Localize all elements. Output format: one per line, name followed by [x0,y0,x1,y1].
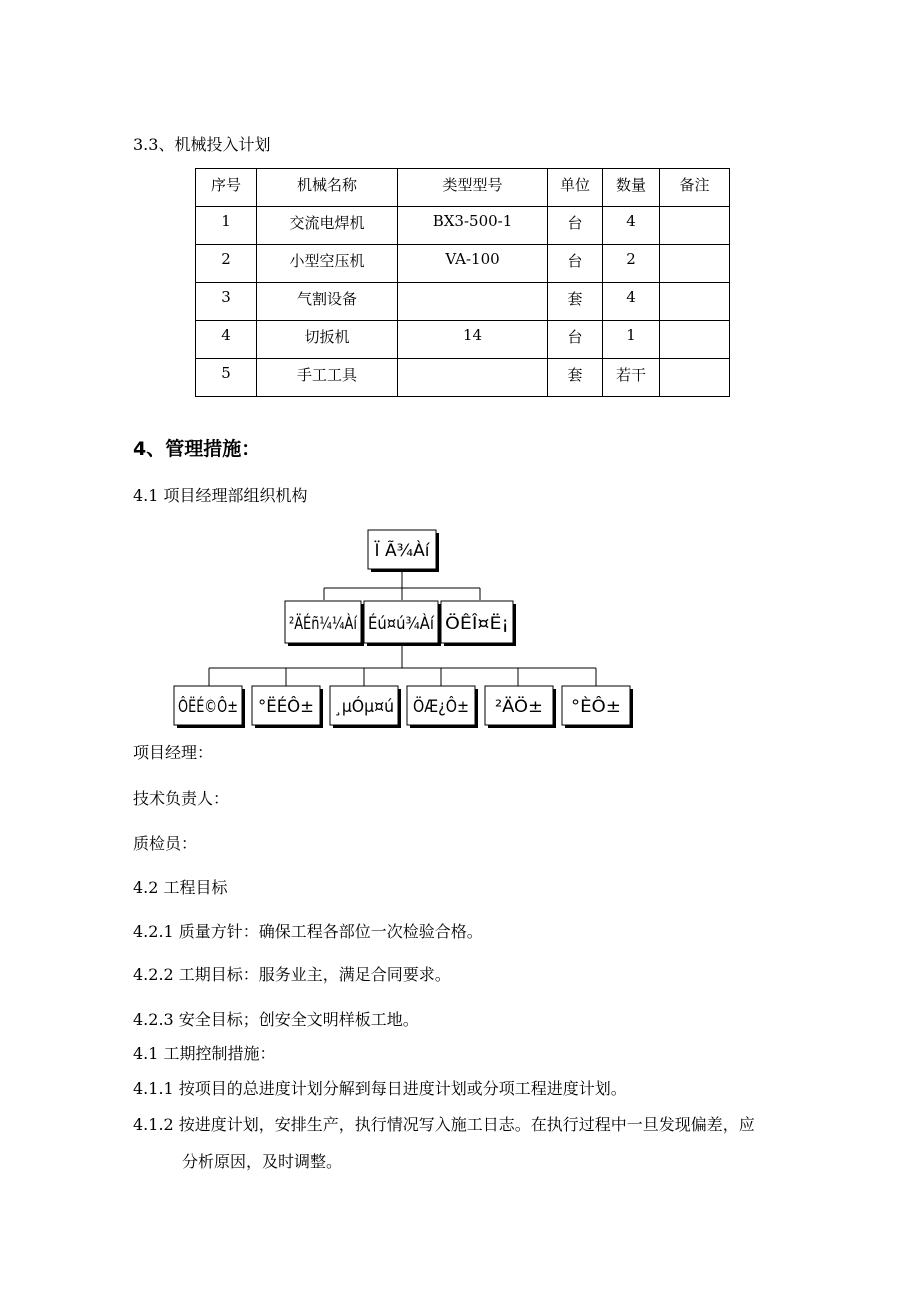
cell-quantity: 4 [603,283,660,321]
org-box-middle-label: Éú¤ú¾Àí [368,614,444,634]
paragraph-4-2-3: 4.2.3 安全目标；创安全文明样板工地。 [133,1010,419,1029]
cell-index: 5 [196,359,257,397]
section-3-3-title: 3.3、机械投入计划 [133,135,271,154]
org-box-bottom [252,686,323,728]
header-quantity: 数量 [603,169,660,207]
cell-model: BX3-500-1 [398,207,548,245]
org-box-bottom-label: ÔËÉ©Ô± [178,697,258,717]
cell-quantity: 1 [603,321,660,359]
cell-machine-name: 交流电焊机 [257,207,398,245]
cell-machine-name: 小型空压机 [257,245,398,283]
cell-machine-name: 切扳机 [257,321,398,359]
header-index: 序号 [196,169,257,207]
cell-index: 4 [196,321,257,359]
paragraph-4-2-1: 4.2.1 质量方针：确保工程各部位一次检验合格。 [133,922,483,941]
cell-unit: 台 [548,245,603,283]
cell-quantity: 若干 [603,359,660,397]
org-box-bottom [330,686,401,728]
org-box-bottom [485,686,556,728]
header-unit: 单位 [548,169,603,207]
cell-unit: 套 [548,359,603,397]
header-remarks: 备注 [660,169,730,207]
org-box-bottom-label: ¸µÓµ¤ú [334,697,400,717]
org-box-bottom [407,686,478,728]
org-box-bottom-label: °ËÉÔ± [258,697,316,717]
cell-index: 3 [196,283,257,321]
paragraph-4-1-1: 4.1.1 按项目的总进度计划分解到每日进度计划或分项工程进度计划。 [133,1079,627,1098]
org-box-bottom-label: °ÈÔ± [571,697,618,717]
cell-index: 1 [196,207,257,245]
paragraph-4-1-2: 4.1.2 按进度计划，安排生产，执行情况写入施工日志。在执行过程中一旦发现偏差，应 [133,1115,755,1134]
org-box-top-label: Ï Ã¾Àí [374,541,430,561]
cell-unit: 台 [548,321,603,359]
org-box-bottom-label: ²ÄÖ± [495,697,541,717]
org-box-middle [364,601,444,646]
cell-machine-name: 气割设备 [257,283,398,321]
org-box-middle-label: ÖÊÎ¤Ë¡ [445,614,503,634]
role-tech-lead: 技术负责人： [133,789,230,808]
org-box-bottom [562,686,633,728]
org-box-bottom-label: ÖÆ¿Ô± [413,697,480,717]
paragraph-4-2-2: 4.2.2 工期目标：服务业主，满足合同要求。 [133,965,451,984]
paragraph-4-1-2-continued: 分析原因，及时调整。 [182,1152,343,1171]
cell-model: 14 [398,321,548,359]
org-box-top [368,530,439,572]
org-box-middle [441,601,516,646]
section-4-1-schedule-title: 4.1 工期控制措施： [133,1044,276,1063]
cell-index: 2 [196,245,257,283]
section-4-2-title: 4.2 工程目标 [133,878,228,897]
section-4-heading: 4、管理措施： [133,438,261,460]
role-project-manager: 项目经理： [133,743,214,762]
cell-quantity: 4 [603,207,660,245]
header-model: 类型型号 [398,169,548,207]
cell-unit: 台 [548,207,603,245]
section-4-1-title: 4.1 项目经理部组织机构 [133,486,308,505]
cell-quantity: 2 [603,245,660,283]
org-box-middle [285,601,379,646]
cell-machine-name: 手工工具 [257,359,398,397]
role-quality-inspector: 质检员： [133,834,198,853]
cell-unit: 套 [548,283,603,321]
header-machine-name: 机械名称 [257,169,398,207]
org-box-bottom [174,686,258,728]
cell-model: VA-100 [398,245,548,283]
org-box-middle-label: ²ÄÉñ¼¼Àí [289,614,379,634]
